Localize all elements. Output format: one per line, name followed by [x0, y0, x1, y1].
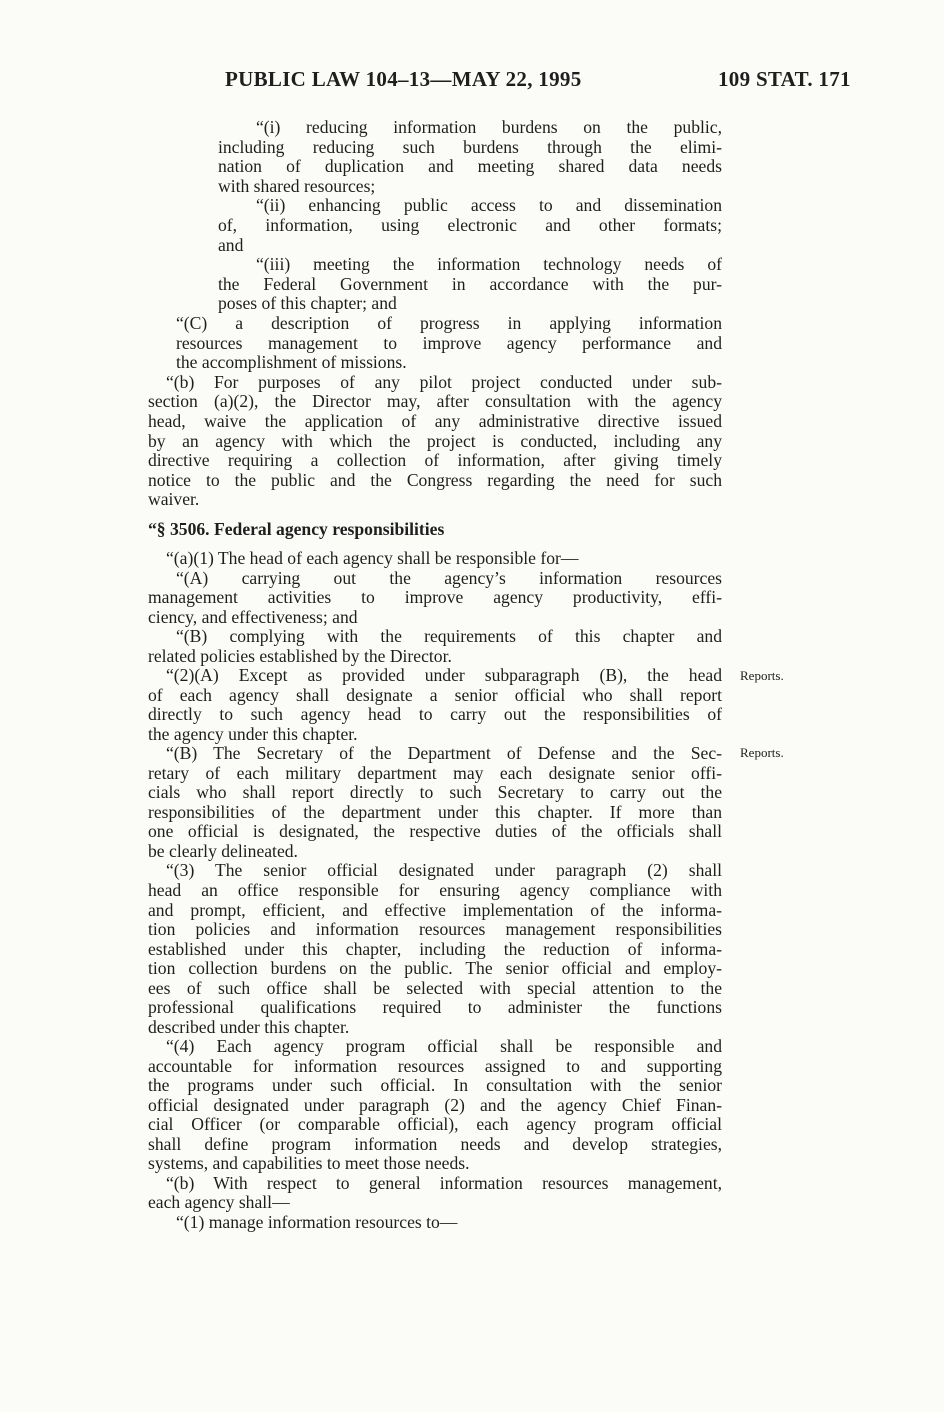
text-line: official designated under paragraph (2) and the agency Chief Finan-	[148, 1094, 722, 1115]
text-line: the Federal Government in accordance with the pur-	[218, 273, 722, 294]
text-line: and prompt, efficient, and effective implementation of the informa-	[148, 899, 722, 920]
text-line: and	[218, 234, 244, 255]
text-line: shall define program information needs and develop strategies,	[148, 1133, 722, 1154]
text-line: of each agency shall designate a senior official who shall report	[148, 684, 722, 705]
section-heading: “§ 3506. Federal agency responsibilities	[148, 519, 445, 539]
text-line: one official is designated, the respective duties of the officials shall	[148, 821, 722, 842]
text-line: tion collection burdens on the public. The senior official and employ-	[148, 958, 722, 979]
text-line: the programs under such official. In consultation with the senior	[148, 1075, 722, 1096]
text-line: poses of this chapter; and	[218, 293, 397, 314]
text-line: “(ii) enhancing public access to and dissemination	[256, 195, 722, 216]
text-line: “(2)(A) Except as provided under subparagraph (B), the head	[166, 665, 722, 686]
text-line: the agency under this chapter.	[148, 723, 358, 744]
text-line: “(3) The senior official designated under paragraph (2) shall	[166, 860, 722, 881]
text-line: head an office responsible for ensuring agency compliance with	[148, 880, 722, 900]
text-line: retary of each military department may each designate senior offi-	[148, 762, 722, 783]
text-line: “(A) carrying out the agency’s information resources	[176, 567, 722, 588]
text-line: notice to the public and the Congress regarding the need for such	[148, 469, 722, 490]
text-line: ciency, and effectiveness; and	[148, 606, 358, 627]
text-line: waiver.	[148, 489, 200, 510]
text-line: section (a)(2), the Director may, after consultation with the agency	[148, 391, 722, 412]
text-line: head, waive the application of any administrative directive issued	[148, 411, 722, 431]
text-line: responsibilities of the department under this chapter. If more than	[148, 801, 722, 822]
text-line: management activities to improve agency productivity, effi-	[148, 587, 722, 608]
text-line: “(1) manage information resources to—	[176, 1212, 458, 1233]
text-line: “(i) reducing information burdens on the public,	[256, 117, 722, 137]
text-line: “(b) For purposes of any pilot project conducted under sub-	[166, 371, 722, 392]
margin-note: Reports.	[740, 745, 784, 760]
page-reference: 109 STAT. 171	[718, 67, 851, 91]
text-line: established under this chapter, including the reduction of informa-	[148, 938, 722, 959]
text-line: including reducing such burdens through the elimi-	[218, 136, 722, 157]
text-line: professional qualifications required to administer the functions	[148, 997, 722, 1018]
text-line: systems, and capabilities to meet those needs.	[148, 1153, 470, 1174]
text-line: cials who shall report directly to such Secretary to carry out the	[148, 782, 722, 803]
text-line: “(iii) meeting the information technology needs of	[256, 254, 722, 275]
text-line: described under this chapter.	[148, 1016, 350, 1037]
text-line: nation of duplication and meeting shared data needs	[218, 156, 722, 177]
text-line: resources management to improve agency performance and	[176, 332, 722, 353]
text-line: “(C) a description of progress in applying information	[176, 313, 722, 333]
running-title: PUBLIC LAW 104–13—MAY 22, 1995	[225, 67, 582, 91]
text-line: accountable for information resources assigned to and supporting	[148, 1055, 722, 1076]
text-line: tion policies and information resources management responsibilities	[148, 919, 722, 940]
text-line: directly to such agency head to carry out the responsibilities of	[148, 704, 722, 725]
text-line: each agency shall—	[148, 1192, 290, 1213]
text-line: directive requiring a collection of information, after giving timely	[148, 450, 722, 471]
text-line: the accomplishment of missions.	[176, 352, 407, 373]
margin-note: Reports.	[740, 668, 784, 683]
text-line: “(4) Each agency program official shall be responsible and	[166, 1036, 722, 1057]
text-line: “(B) The Secretary of the Department of Defense and the Sec-	[166, 743, 722, 764]
text-line: of, information, using electronic and other formats;	[218, 215, 722, 235]
text-line: “(a)(1) The head of each agency shall be responsible for—	[166, 548, 579, 568]
text-line: related policies established by the Director.	[148, 645, 452, 666]
text-line: “(b) With respect to general information resources management,	[166, 1172, 722, 1193]
text-line: by an agency with which the project is conducted, including any	[148, 430, 722, 451]
text-line: with shared resources;	[218, 175, 376, 196]
text-line: be clearly delineated.	[148, 840, 298, 861]
text-line: cial Officer (or comparable official), each agency program official	[148, 1114, 722, 1135]
text-line: ees of such office shall be selected with special attention to the	[148, 977, 722, 998]
text-line: “(B) complying with the requirements of this chapter and	[176, 626, 722, 647]
